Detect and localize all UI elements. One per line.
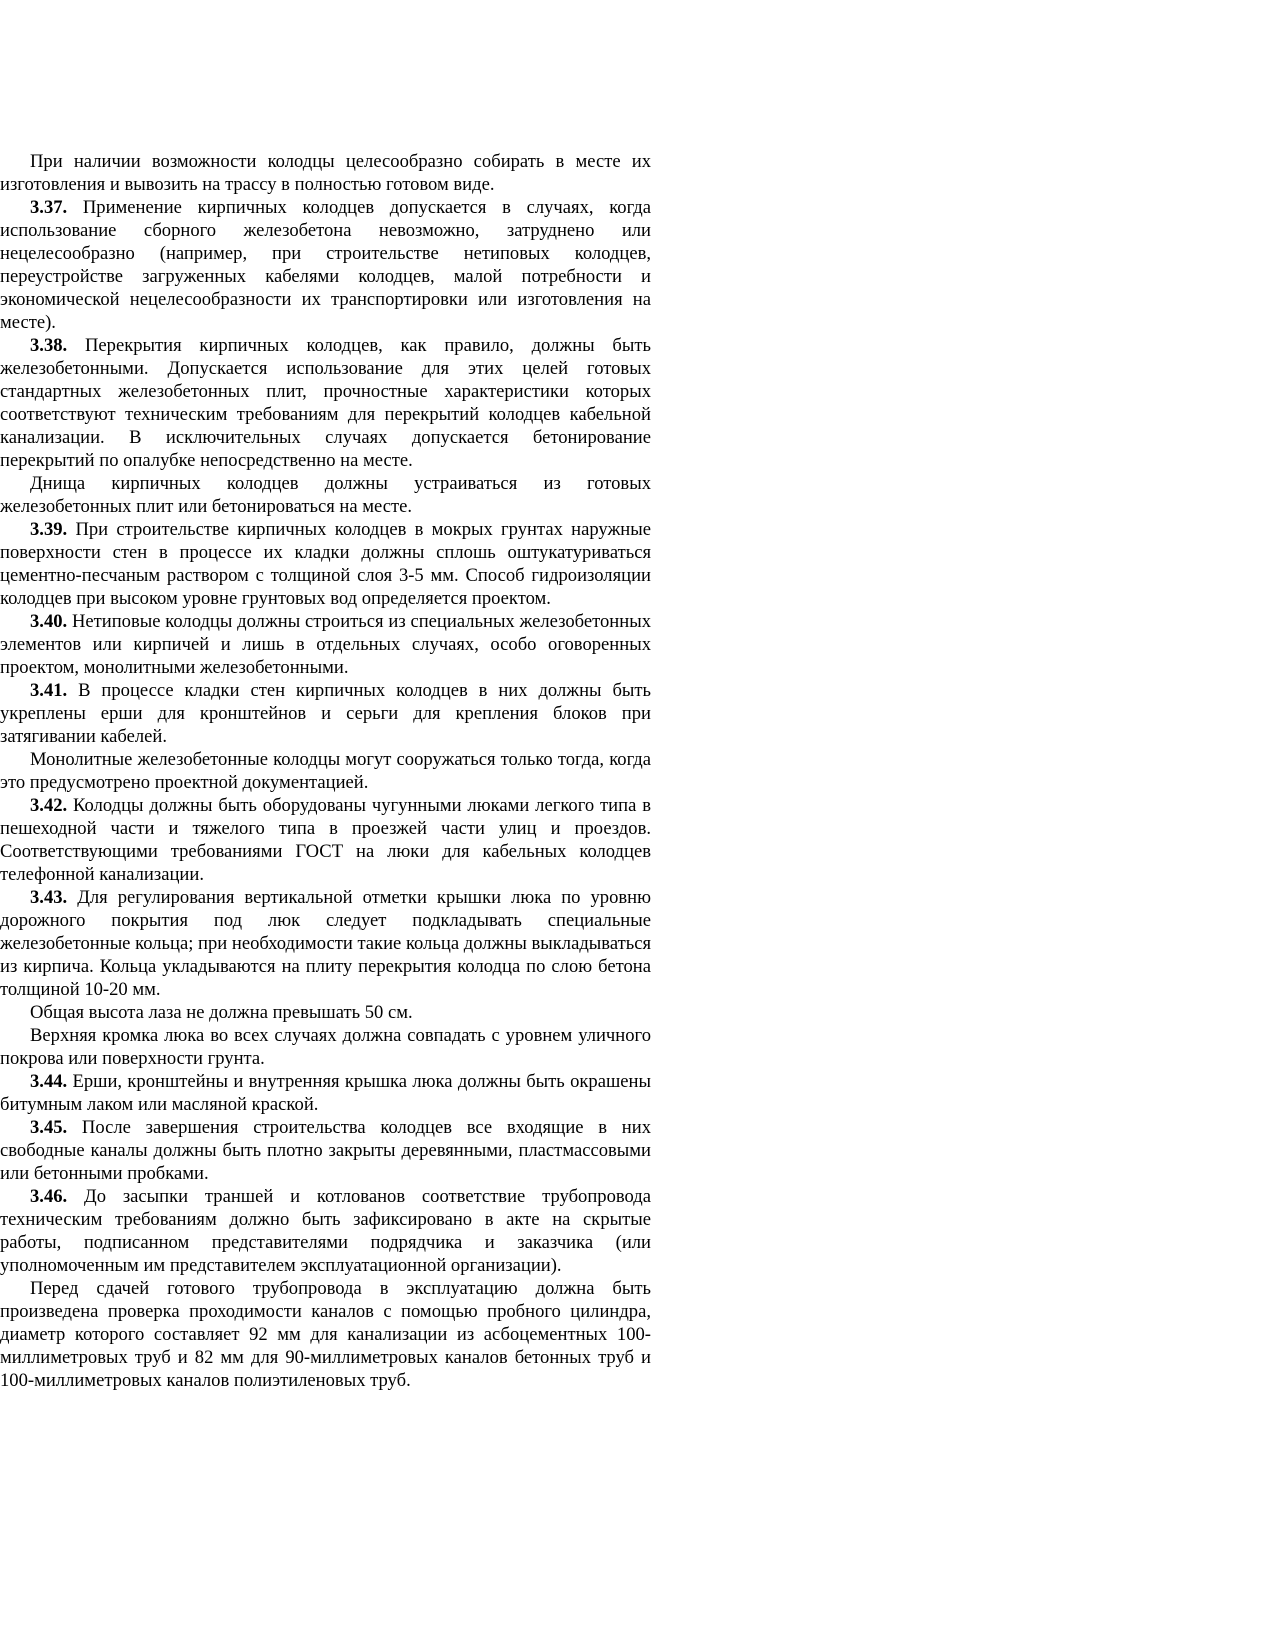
paragraph-3-44 — [0, 1070, 651, 1116]
clause-number: 3.38. — [30, 335, 68, 356]
paragraph-height — [0, 1001, 651, 1024]
paragraph-3-37 — [0, 196, 651, 334]
paragraph-3-45 — [0, 1116, 651, 1185]
clause-number: 3.39. — [30, 519, 68, 540]
paragraph-handover — [0, 1277, 651, 1392]
paragraph-monolithic — [0, 748, 651, 794]
paragraph-3-43 — [0, 886, 651, 1001]
clause-number: 3.46. — [30, 1186, 68, 1207]
paragraph-3-42 — [0, 794, 651, 886]
paragraph-text: Монолитные железобетонные колодцы могут сооружаться только тогда, когда это предусмотрено проектной документацией. — [0, 749, 651, 793]
paragraph-text: Перед сдачей готового трубопровода в эксплуатацию должна быть произведена проверка проходимости каналов с помощью пробного цилиндра, диаметр которого составляет 92 мм для канализации из асбоцементных 100-миллиметровых труб и 82 мм для 90-миллиметровых каналов бетонных труб и 100-миллиметровых каналов полиэтиленовых труб. — [0, 1278, 651, 1391]
paragraph-3-41 — [0, 679, 651, 748]
text-column — [0, 150, 651, 1392]
paragraph-text: Применение кирпичных колодцев допускается в случаях, когда использование сборного железобетона невозможно, затруднено или нецелесообразно (например, при строительстве нетиповых колодцев, переустройстве загруженных кабелями колодцев, малой потребности и экономической нецелесообразности их транспортировки или изготовления на месте). — [0, 197, 651, 333]
paragraph-3-40 — [0, 610, 651, 679]
clause-number: 3.45. — [30, 1117, 68, 1138]
paragraph-3-38 — [0, 334, 651, 472]
paragraph-text: После завершения строительства колодцев все входящие в них свободные каналы должны быть плотно закрыты деревянными, пластмассовыми или бетонными пробками. — [0, 1117, 651, 1184]
clause-number: 3.44. — [30, 1071, 68, 1092]
paragraph-text: Перекрытия кирпичных колодцев, как правило, должны быть железобетонными. Допускается использование для этих целей готовых стандартных железобетонных плит, прочностные характеристики которых соответствуют техническим требованиям для перекрытий колодцев кабельной канализации. В исключительных случаях допускается бетонирование перекрытий по опалубке непосредственно на месте. — [0, 335, 651, 471]
paragraph-text: При строительстве кирпичных колодцев в мокрых грунтах наружные поверхности стен в процессе их кладки должны сплошь оштукатуриваться цементно-песчаным раствором с толщиной слоя 3-5 мм. Способ гидроизоляции колодцев при высоком уровне грунтовых вод определяется проектом. — [0, 519, 651, 609]
paragraph-text: Ерши, кронштейны и внутренняя крышка люка должны быть окрашены битумным лаком или масляной краской. — [0, 1071, 651, 1115]
paragraph-text: Нетиповые колодцы должны строиться из специальных железобетонных элементов или кирпичей и лишь в отдельных случаях, особо оговоренных проектом, монолитными железобетонными. — [0, 611, 651, 678]
clause-number: 3.37. — [30, 197, 68, 218]
paragraph-text: В процессе кладки стен кирпичных колодцев в них должны быть укреплены ерши для кронштейнов и серьги для крепления блоков при затягивании кабелей. — [0, 680, 651, 747]
paragraph-intro — [0, 150, 651, 196]
paragraph-text: Верхняя кромка люка во всех случаях должна совпадать с уровнем уличного покрова или поверхности грунта. — [0, 1025, 651, 1069]
paragraph-text: Общая высота лаза не должна превышать 50 см. — [30, 1002, 413, 1023]
paragraph-bottoms — [0, 472, 651, 518]
paragraph-text: До засыпки траншей и котлованов соответствие трубопровода техническим требованиям должно быть зафиксировано в акте на скрытые работы, подписанном представителями подрядчика и заказчика (или уполномоченным им представителем эксплуатационной организации). — [0, 1186, 651, 1276]
paragraph-3-39 — [0, 518, 651, 610]
clause-number: 3.41. — [30, 680, 68, 701]
paragraph-edge — [0, 1024, 651, 1070]
paragraph-3-46 — [0, 1185, 651, 1277]
clause-number: 3.43. — [30, 887, 68, 908]
paragraph-text: Днища кирпичных колодцев должны устраиваться из готовых железобетонных плит или бетонироваться на месте. — [0, 473, 651, 517]
paragraph-text: Колодцы должны быть оборудованы чугунными люками легкого типа в пешеходной части и тяжелого типа в проезжей части улиц и проездов. Соответствующими требованиями ГОСТ на люки для кабельных колодцев телефонной канализации. — [0, 795, 651, 885]
paragraph-text: Для регулирования вертикальной отметки крышки люка по уровню дорожного покрытия под люк следует подкладывать специальные железобетонные кольца; при необходимости такие кольца должны выкладываться из кирпича. Кольца укладываются на плиту перекрытия колодца по слою бетона толщиной 10-20 мм. — [0, 887, 651, 1000]
clause-number: 3.40. — [30, 611, 68, 632]
paragraph-text: При наличии возможности колодцы целесообразно собирать в месте их изготовления и вывозить на трассу в полностью готовом виде. — [0, 151, 651, 195]
clause-number: 3.42. — [30, 795, 68, 816]
